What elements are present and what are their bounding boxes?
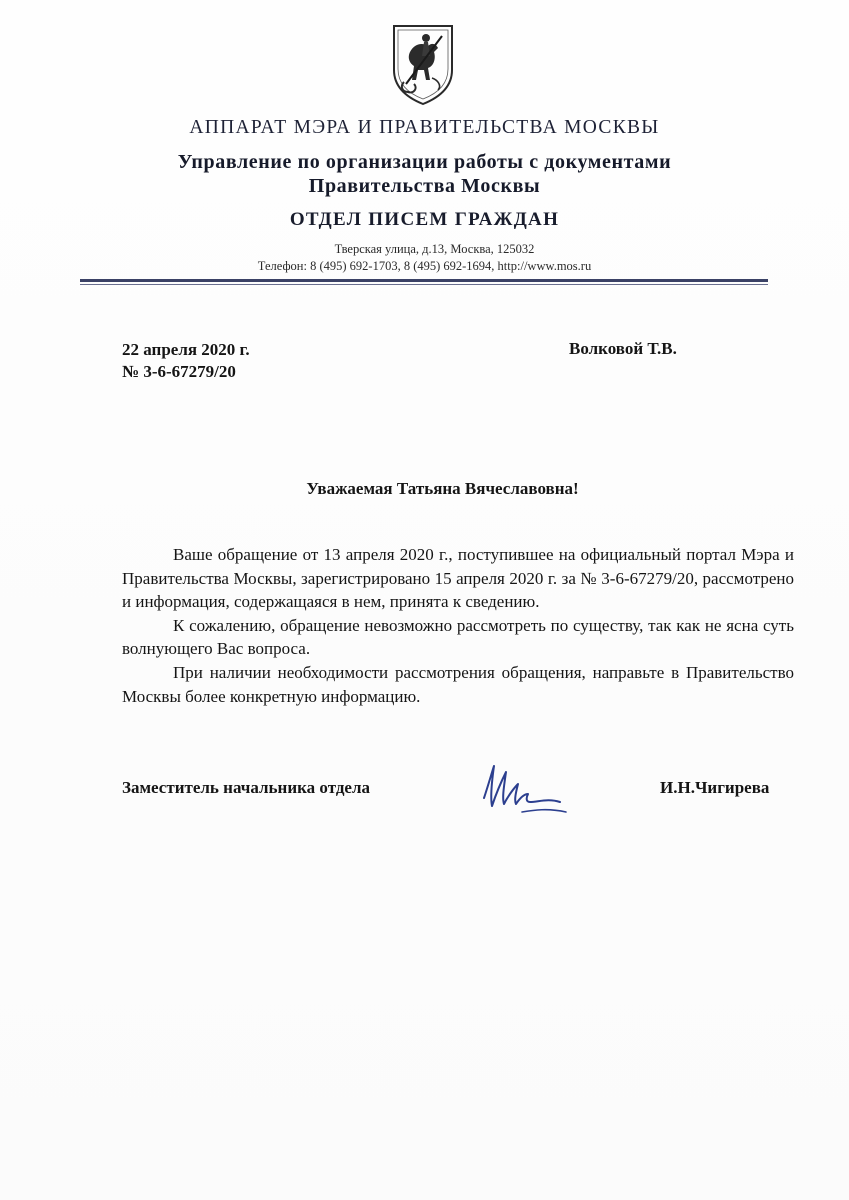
signer-name: И.Н.Чигирева (660, 778, 770, 797)
contact-info: Телефон: 8 (495) 692-1703, 8 (495) 692-1694, http://www.mos.ru (257, 259, 592, 273)
header-divider-thick (80, 279, 768, 282)
letter-date: 22 апреля 2020 г. (122, 340, 250, 359)
section-name: ОТДЕЛ ПИСЕМ ГРАЖДАН (289, 209, 560, 230)
letter-meta (122, 339, 250, 383)
address-block (0, 241, 849, 275)
moscow-coat-of-arms-icon (388, 22, 458, 106)
body-paragraph-3: При наличии необходимости рассмотрения обращения, направьте в Правительство Москвы более конкретную информацию. (122, 662, 794, 706)
header-divider-thin (80, 284, 768, 285)
recipient-name: Волковой Т.В. (569, 339, 677, 358)
letter-number: № 3-6-67279/20 (122, 362, 236, 381)
body-paragraph-2: К сожалению, обращение невозможно рассмотреть по существу, так как не ясна суть волнующего Вас вопроса. (122, 615, 794, 659)
department-name-line2: Правительства Москвы (308, 175, 541, 197)
department-name (0, 150, 849, 198)
postal-address: Тверская улица, д.13, Москва, 125032 (334, 242, 535, 256)
letter-body (122, 543, 794, 708)
body-paragraph-1: Ваше обращение от 13 апреля 2020 г., поступившее на официальный портал Мэра и Правительства Москвы, зарегистрировано 15 апреля 2020 г. за № 3-6-67279/20, рассмотрено и информация, содержащаяся в нем, принята к сведению. (122, 545, 794, 612)
department-name-line1: Управление по организации работы с документами (177, 151, 672, 173)
salutation: Уважаемая Татьяна Вячеславовна! (306, 479, 579, 498)
handwritten-signature-icon (478, 758, 570, 824)
office-name: АППАРАТ МЭРА И ПРАВИТЕЛЬСТВА МОСКВЫ (189, 117, 660, 138)
signer-title: Заместитель начальника отдела (122, 778, 371, 797)
